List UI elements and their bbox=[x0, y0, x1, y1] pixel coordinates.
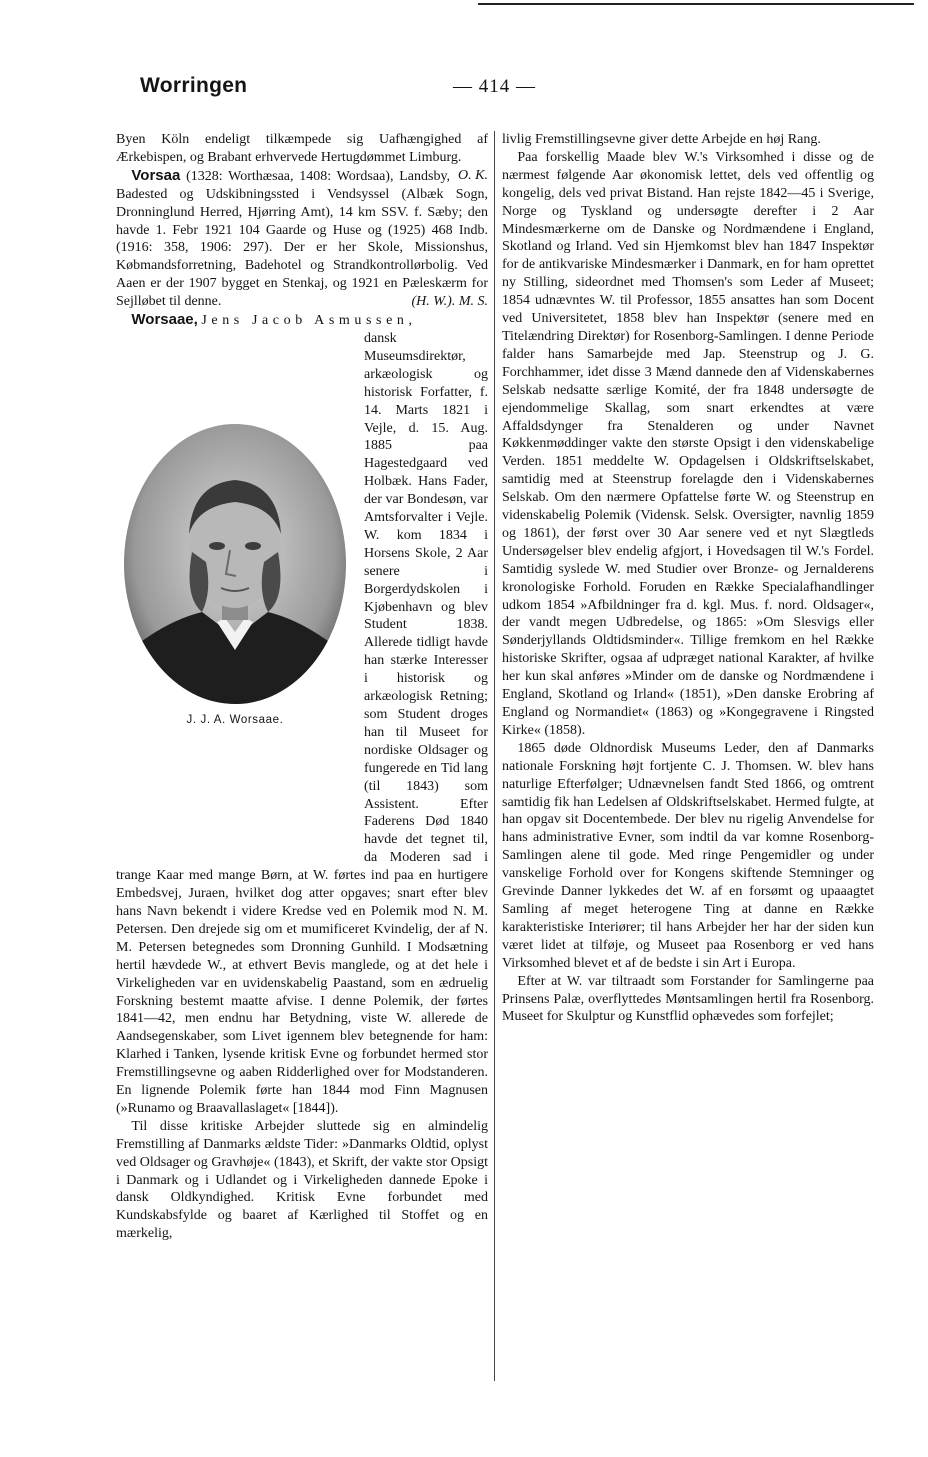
left-column bbox=[116, 131, 488, 1451]
article-worsaae bbox=[116, 311, 488, 330]
headword-vorsaa: Vorsaa bbox=[131, 166, 181, 184]
running-head: Worringen bbox=[140, 74, 248, 97]
paragraph-virksomhed bbox=[502, 149, 874, 740]
p1865-text: 1865 døde Oldnordisk Museums Leder, den af Danmarks nationale Forskning højt fortjente C. J. Thomsen. W. blev hans naturlige Efterfølger; Udnævnelsen fandt Sted 1866, og omtrent samtidig fik han Ledelsen af Oldskriftselskabet. Hermed fulgte, at han opgav sit Docentembede. Der blev nu rigelig Anvendelse for hans administrative Evner, som indtil da var komne Rosenborg-Samlingen alene til gode. Med ringe Pengemidler og under vanskelige Forhold over for Kongens skiftende Stemninger og Grevinde Danner lykkedes det W. af en forsømt og upaaagtet Samling af meget heterogene Ting at danne en Række karakteristiske Interiører; til hans Arbejder her har der siden kun været lidet at tilføje, og Museet paa Rosenborg er ved hans Virksomhed blevet et af de bedste i sin Art i Europa. bbox=[502, 740, 874, 971]
worringen-text: Byen Köln endeligt tilkæmpede sig Uafhængighed af Ærkebispen, og Brabant erhvervede Hertugdømmet Limburg. bbox=[116, 132, 488, 165]
worsaae-text: dansk Museumsdirektør, arkæologisk og historisk Forfatter, f. 14. Marts 1821 i Vejle, d. 15. Aug. 1885 paa Hagestedgaard ved Holbæk. Hans Fader, der var Bondesøn, var Amtsforvalter i Vejle. W. kom 1834 i Horsens Skole, 2 Aar senere i Borgerdydskolen i Kjøbenhavn og blev Student 1838. Allerede tidligt havde han stærke Interesser i historisk og arkæologisk Retning; som Student droges han til Museet for nordiske Oldsager og fungerede en Tid lang (til 1843) som Assistent. Efter Faderens Død 1840 havde det tegnet til, da Moderen sad i trange Kaar med mange Børn, at W. førtes ind paa en hurtigere Embedsvej, Juraen, hvilket dog atter opgaves; snart efter blev hans Navn bekendt i videre Kredse ved en Polemik mod N. M. Petersen. Den drejede sig om et mumificeret Kvindelig, der af N. M. Petersen betegnedes som Dronning Gunhild. I Modsætning hertil hævdede W., at ethvert Bevis manglede, og at det hele i Virkeligheden var en uvidenskabelig Paastand, som en ædruelig Forskning bestemt maatte afvise. I denne Polemik, der førtes 1841—42, men endnu har Betydning, viste W. allerede de Aandsegenskaber, som Livet igennem blev betegnende for ham: Klarhed i Tanken, lysende kritisk Evne og forbundet hermed stor Fremstillingsevne og aaben Ridderlighed over for Modstanderen. En lignende Polemik førte han 1844 mod Finn Magnusen (»Runamo og Braavallaslaget« [1844]). bbox=[116, 330, 488, 1116]
column-divider bbox=[494, 131, 495, 1381]
worsaae-fullname: Jens Jacob Asmussen, bbox=[201, 313, 417, 329]
top-rule bbox=[478, 3, 914, 5]
signature-hw-ms: (H. W.). M. S. bbox=[411, 294, 488, 310]
page-header bbox=[0, 74, 928, 110]
portrait-caption: J. J. A. Worsaae. bbox=[186, 713, 284, 726]
portrait-worsaae bbox=[116, 422, 354, 852]
right-column bbox=[502, 131, 874, 1451]
signature-ok: O. K. bbox=[458, 167, 488, 183]
paragraph-kritiske bbox=[116, 1118, 488, 1243]
efter-text: Efter at W. var tiltraadt som Forstander for Samlingerne paa Prinsens Palæ, overflyttedes Møntsamlingen hertil fra Rosenborg. Museet for Skulptur og Kunstflid ophævedes som forfejlet; bbox=[502, 973, 874, 1025]
portrait-image bbox=[122, 422, 348, 706]
page-number: — 414 — bbox=[453, 76, 536, 97]
headword-worsaae: Worsaae, bbox=[131, 311, 198, 329]
kritiske-text: Til disse kritiske Arbejder sluttede sig en almindelig Fremstilling af Danmarks ældste Tider: »Danmarks Oldtid, oplyst ved Oldsager og Gravhøje« (1843), et Skrift, der vakte stor Opsigt i Danmark og i Udlandet og i Virkeligheden dannede Epoke i dansk Oldkyndighed. Kritisk Evne forbundet med Kundskabsfylde og baaret af Kærlighed til Stoffet og en mærkelig, bbox=[116, 1118, 488, 1242]
virksomhed-text: Paa forskellig Maade blev W.'s Virksomhed i disse og de nærmest følgende Aar økonomisk lettet, dels ved offentlig og kongelig, dels ved privat Bistand. Han rejste 1842—45 i Sverige, Norge og Tyskland og undersøgte derefter i 2 Aar Mindesmærkerne om de Danske og Nordmændene i England, Skotland og Irland. Ved sin Hjemkomst blev han 1847 Inspektør for de antikvariske Mindesmærker i Danmark, en for ham oprettet ny Stilling, sideordnet med Thomsen's som Leder af Museet; 1854 udnævntes W. til Professor, 1855 ansattes han som Docent ved Universitetet, 1858 blev han Inspektør (senere med en Titelændring Direktør) for Rosenborg-Samlingen. I denne Periode falder hans Samarbejde med Jap. Steenstrup og J. G. Forchhammer, idet disse 3 Mænd dannede den af Videnskabernes Selskab nedsatte særlige Komité, der fra 1848 undersøgte de ejendommelige Skallag, som snart erkendtes at være Affaldsdynger fra Stenalderen og under Navnet Køkkenmøddinger vakte den største Opsigt i den videnskabelige Verden. 1851 meddelte W. Opdagelsen i Oldskriftselskabet, samtidig med at Steenstrup forelagde den i Videnskabernes Selskab. Om den nærmere Opfattelse førte W. og Steenstrup en videnskabelig Polemik (Vidensk. Selsk. Oversigter, navnlig 1859 og 1861), der først over 30 Aar senere ved et nyt Slægtleds Undersøgelser blev endelig afgjort, i Hovedsagen til W.'s Fordel. Samtidig syslede W. med Studier over Bronze- og Jernalderens kronologiske Forhold. Foruden en Række Specialafhandlinger udkom 1854 »Afbildninger fra d. kgl. Mus. f. nord. Oldsager«, der vandt megen Udbredelse, og 1865: »Om Slesvigs eller Sønderjyllands Oldtidsminder«. Tillige fremkom en hel Række historiske Skrifter, ogsaa af udpræget national Karakter, af hvilke her kun skal anføres »Minder om de danske og Nordmændene i England, Skotland og Irland« (1851), »Den danske Erobring af England og Normandiet« (1863) og »Kongegravene i Ringsted Kirke« (1858). bbox=[502, 149, 874, 738]
article-vorsaa bbox=[116, 167, 488, 311]
paragraph-1865 bbox=[502, 740, 874, 973]
vorsaa-text: (1328: Worthæsaa, 1408: Wordsaa), Landsby, Badested og Udskibningssted i Vendsyssel (Albæk Sogn, Dronninglund Herred, Hjørring Amt), 14 km SSV. f. Sæby; den havde 1. Febr 1921 104 Gaarde og Huse og (1925) 468 Indb. (1916: 358, 1906: 297). Der er her Skole, Missionshus, Købmandsforretning, Badehotel og Strandkontrollørbolig. Ved Aaen er der 1907 bygget en Stenkaj, og 1921 en Pæleskærm for Sejlløbet til denne. bbox=[116, 168, 488, 310]
paragraph-efter bbox=[502, 973, 874, 1027]
continuation-text: livlig Fremstillingsevne giver dette Arbejde en høj Rang. bbox=[502, 132, 821, 147]
paragraph-continuation bbox=[502, 131, 874, 149]
